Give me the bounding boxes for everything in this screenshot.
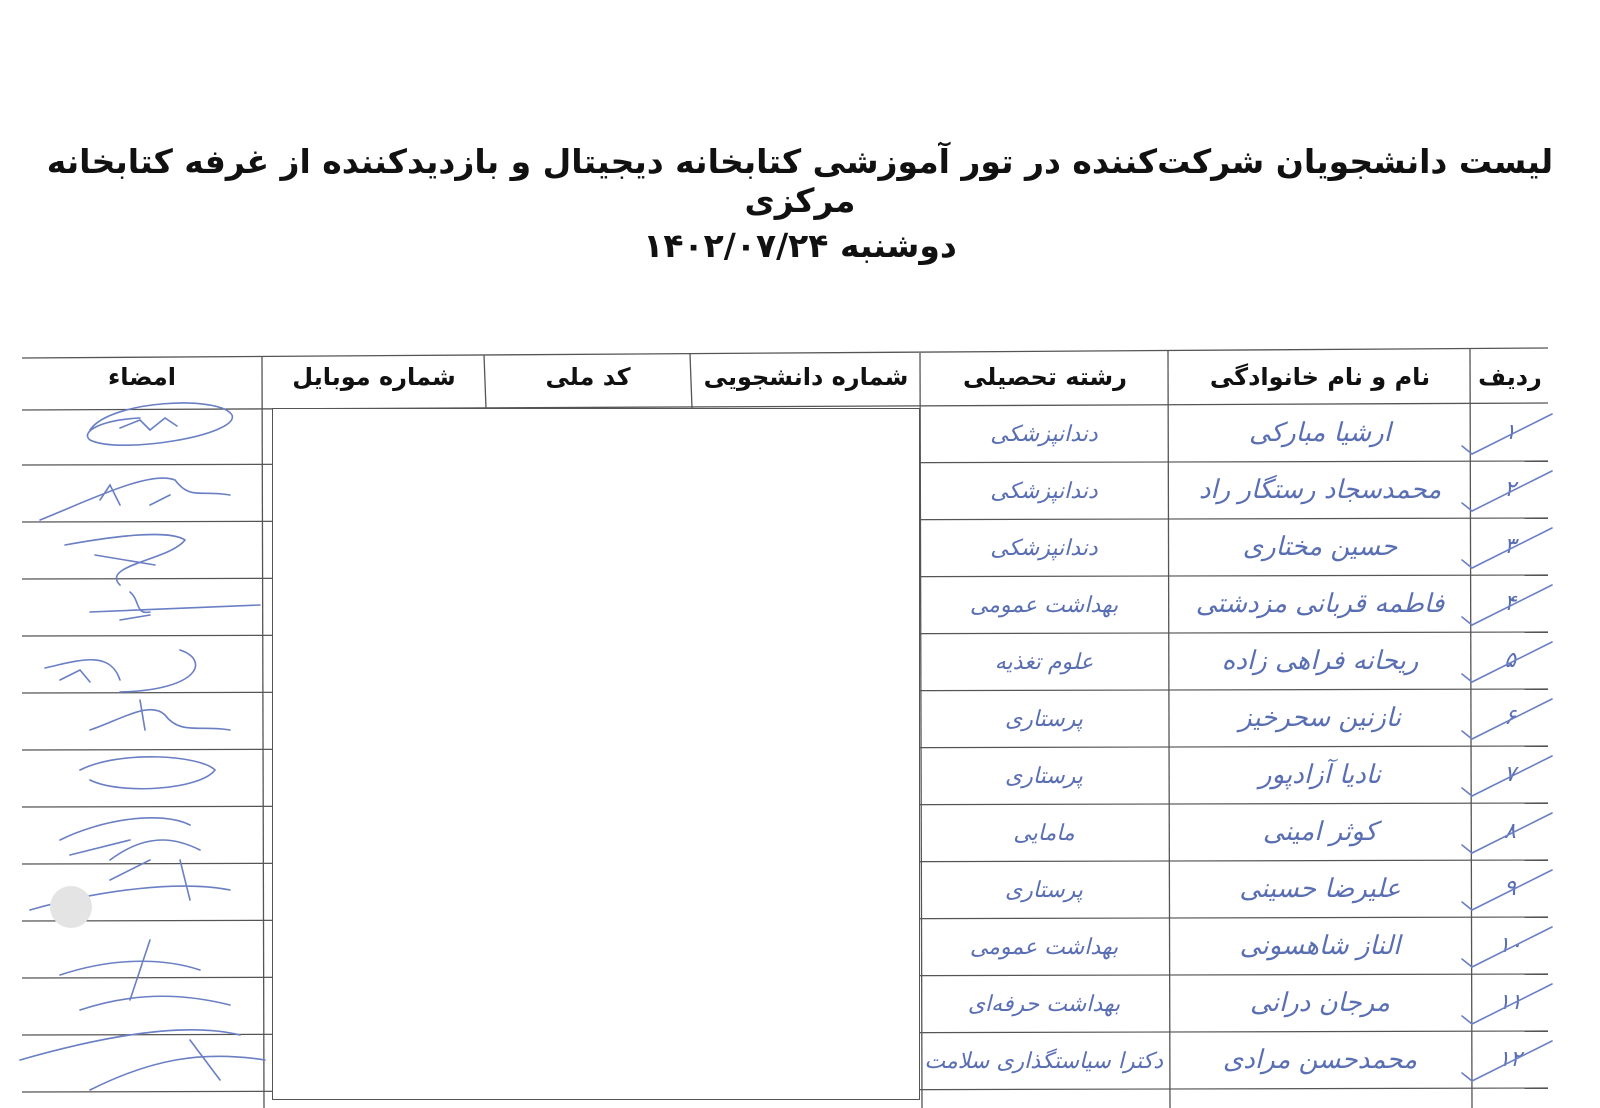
student-name: علیرضا حسینی xyxy=(1239,874,1401,904)
header-field: رشته تحصیلی xyxy=(963,363,1127,391)
signature-mark xyxy=(90,700,230,730)
row-number: ۳ xyxy=(1504,534,1516,559)
check-mark xyxy=(1462,813,1552,853)
row-number: ۱۰ xyxy=(1498,933,1522,958)
field-of-study: پرستاری xyxy=(1005,878,1083,903)
field-of-study: پرستاری xyxy=(1005,764,1083,789)
row-number: ۵ xyxy=(1504,648,1516,673)
check-mark xyxy=(1462,984,1552,1024)
header-national-id: کد ملی xyxy=(545,363,631,391)
header-name: نام و نام خانوادگی xyxy=(1209,363,1431,391)
student-name: کوثر امینی xyxy=(1262,817,1378,847)
row-number: ۷ xyxy=(1504,762,1516,787)
field-of-study: علوم تغذیه xyxy=(994,650,1094,675)
field-of-study: دندانپزشکی xyxy=(990,479,1098,504)
field-of-study: بهداشت عمومی xyxy=(969,935,1119,960)
student-name: فاطمه قربانی مزدشتی xyxy=(1195,589,1445,619)
check-mark xyxy=(1462,756,1552,796)
document-title: لیست دانشجویان شرکت‌کننده در تور آموزشی کتابخانه دیجیتال و بازدیدکننده از غرفه کتابخانه مرکزی xyxy=(46,142,1554,220)
signature-mark xyxy=(60,940,230,1010)
signature-mark xyxy=(65,535,185,585)
header-signature: امضاء xyxy=(108,363,177,391)
row-number: ۴ xyxy=(1504,591,1516,616)
check-mark xyxy=(1462,414,1552,454)
punch-hole xyxy=(50,886,92,928)
field-of-study: بهداشت حرفه‌ای xyxy=(967,992,1121,1017)
document-date: دوشنبه ۱۴۰۲/۰۷/۲۴ xyxy=(643,226,957,265)
student-name: ریحانه فراهی زاده xyxy=(1221,646,1419,676)
row-number: ۸ xyxy=(1504,819,1516,844)
header-row-number: ردیف xyxy=(1478,363,1542,391)
row-number: ۱۲ xyxy=(1498,1047,1522,1072)
check-mark xyxy=(1462,471,1552,511)
student-name: محمدسجاد رستگار راد xyxy=(1198,475,1442,505)
row-number: ۹ xyxy=(1504,876,1516,901)
check-mark xyxy=(1462,699,1552,739)
field-of-study: پرستاری xyxy=(1005,707,1083,732)
student-name: مرجان درانی xyxy=(1250,988,1390,1018)
student-name: محمدحسن مرادی xyxy=(1222,1045,1418,1075)
field-of-study: دکترا سیاستگذاری سلامت xyxy=(924,1049,1163,1074)
field-of-study: بهداشت عمومی xyxy=(969,593,1119,618)
signature-mark xyxy=(90,592,260,620)
row-number: ۶ xyxy=(1504,705,1516,730)
student-name: نازنین سحرخیز xyxy=(1238,703,1402,733)
check-mark xyxy=(1462,1041,1552,1081)
signature-mark xyxy=(45,650,196,692)
signature-mark xyxy=(20,1030,265,1090)
check-mark xyxy=(1462,585,1552,625)
student-name: الناز شاهسونی xyxy=(1239,931,1401,961)
check-mark xyxy=(1462,528,1552,568)
header-mobile: شماره موبایل xyxy=(292,363,456,391)
field-of-study: مامایی xyxy=(1013,821,1075,846)
signature-mark xyxy=(80,757,215,789)
student-name: حسین مختاری xyxy=(1242,532,1398,562)
check-mark xyxy=(1462,642,1552,682)
field-of-study: دندانپزشکی xyxy=(990,536,1098,561)
student-name: ارشیا مبارکی xyxy=(1249,418,1391,448)
header-student-number: شماره دانشجویی xyxy=(703,363,909,391)
check-mark xyxy=(1462,927,1552,967)
row-number: ۱۱ xyxy=(1498,990,1522,1015)
row-number: ۱ xyxy=(1504,420,1516,445)
field-of-study: دندانپزشکی xyxy=(990,422,1098,447)
signature-mark xyxy=(40,478,230,520)
student-name: نادیا آزادپور xyxy=(1259,760,1381,790)
signature-mark xyxy=(60,818,200,860)
check-mark xyxy=(1462,870,1552,910)
signature-mark xyxy=(87,403,232,445)
row-number: ۲ xyxy=(1504,477,1516,502)
